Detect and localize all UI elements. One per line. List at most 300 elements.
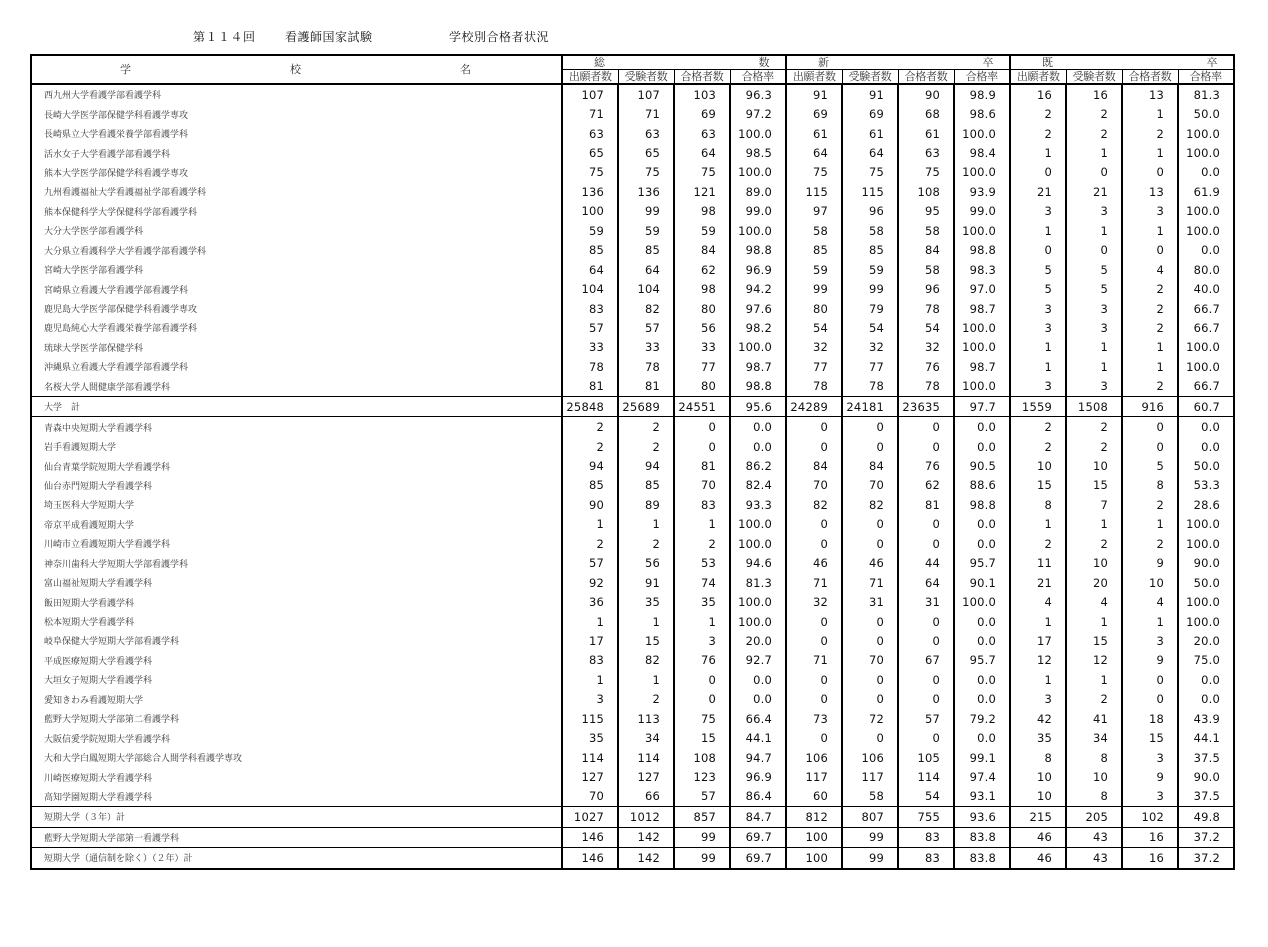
pass-rate-cell: 0.0 <box>1178 241 1234 260</box>
passers-cell: 54 <box>898 318 954 337</box>
examinees-cell: 99 <box>842 848 898 869</box>
table-row <box>31 612 1234 631</box>
passers-cell: 96 <box>898 279 954 298</box>
pass-rate-cell: 83.8 <box>954 848 1010 869</box>
passers-cell: 0 <box>674 690 730 709</box>
passers-cell: 69 <box>674 104 730 123</box>
passers-cell: 80 <box>674 377 730 397</box>
pass-rate-cell: 81.3 <box>730 573 786 592</box>
applicants-cell: 57 <box>562 554 618 573</box>
passers-cell: 9 <box>1122 767 1178 786</box>
examinees-cell: 0 <box>842 515 898 534</box>
examinees-cell: 85 <box>618 241 674 260</box>
examinees-cell: 78 <box>618 357 674 376</box>
examinees-cell: 35 <box>618 592 674 611</box>
examinees-cell: 43 <box>1066 827 1122 847</box>
group-label: 総 <box>594 56 605 69</box>
applicants-cell: 46 <box>786 554 842 573</box>
examinees-cell: 82 <box>842 495 898 514</box>
pass-rate-cell: 100.0 <box>1178 143 1234 162</box>
examinees-cell: 3 <box>1066 377 1122 397</box>
passers-cell: 1 <box>1122 338 1178 357</box>
pass-rate-cell: 0.0 <box>954 612 1010 631</box>
passers-cell: 108 <box>898 182 954 201</box>
pass-rate-cell: 100.0 <box>730 221 786 240</box>
examinees-cell: 79 <box>842 299 898 318</box>
examinees-cell: 1 <box>1066 221 1122 240</box>
passers-cell: 63 <box>898 143 954 162</box>
school-name: 琉球大学医学部保健学科 <box>44 343 144 354</box>
passers-cell: 1 <box>1122 612 1178 631</box>
header-char: 名 <box>460 63 471 76</box>
column-header: 出願者数 <box>562 70 618 85</box>
passers-cell: 121 <box>674 182 730 201</box>
passers-cell: 3 <box>674 631 730 650</box>
applicants-cell: 59 <box>562 221 618 240</box>
applicants-cell: 114 <box>562 748 618 767</box>
pass-rate-cell: 66.7 <box>1178 318 1234 337</box>
table-row <box>31 495 1234 514</box>
applicants-cell: 63 <box>562 124 618 143</box>
pass-rate-cell: 98.9 <box>954 84 1010 104</box>
examinees-cell: 41 <box>1066 709 1122 728</box>
pass-rate-cell: 100.0 <box>1178 221 1234 240</box>
examinees-cell: 15 <box>618 631 674 650</box>
applicants-cell: 46 <box>1010 827 1066 847</box>
passers-cell: 0 <box>898 417 954 437</box>
group-label: 既 <box>1042 56 1053 69</box>
column-header: 受験者数 <box>1066 70 1122 85</box>
school-name: 九州看護福祉大学看護福祉学部看護学科 <box>44 188 207 199</box>
pass-rate-cell: 96.9 <box>730 767 786 786</box>
pass-rate-cell: 97.4 <box>954 767 1010 786</box>
applicants-cell: 3 <box>1010 377 1066 397</box>
examinees-cell: 0 <box>842 670 898 689</box>
examinees-cell: 2 <box>1066 104 1122 123</box>
pass-rate-cell: 84.7 <box>730 807 786 827</box>
applicants-cell: 146 <box>562 827 618 847</box>
applicants-cell: 69 <box>786 104 842 123</box>
applicants-cell: 0 <box>786 728 842 747</box>
pass-rate-cell: 0.0 <box>730 437 786 456</box>
pass-rate-cell: 100.0 <box>1178 357 1234 376</box>
group-header-total <box>562 55 786 70</box>
pass-rate-cell: 83.8 <box>954 827 1010 847</box>
pass-rate-cell: 0.0 <box>1178 417 1234 437</box>
examinees-cell: 94 <box>618 456 674 475</box>
examinees-cell: 1 <box>618 515 674 534</box>
applicants-cell: 0 <box>786 690 842 709</box>
group-label: 卒 <box>982 56 994 69</box>
pass-rate-cell: 94.2 <box>730 279 786 298</box>
passers-cell: 105 <box>898 748 954 767</box>
examinees-cell: 807 <box>842 807 898 827</box>
pass-rate-cell: 97.6 <box>730 299 786 318</box>
pass-rate-cell: 99.0 <box>954 202 1010 221</box>
applicants-cell: 3 <box>1010 202 1066 221</box>
examinees-cell: 59 <box>842 260 898 279</box>
total-row <box>31 807 1234 827</box>
passers-cell: 9 <box>1122 651 1178 670</box>
applicants-cell: 1 <box>1010 338 1066 357</box>
examinees-cell: 2 <box>1066 534 1122 553</box>
examinees-cell: 7 <box>1066 495 1122 514</box>
pass-rate-cell: 89.0 <box>730 182 786 201</box>
examinees-cell: 31 <box>842 592 898 611</box>
applicants-cell: 32 <box>786 592 842 611</box>
applicants-cell: 100 <box>786 827 842 847</box>
applicants-cell: 71 <box>786 651 842 670</box>
passers-cell: 75 <box>898 163 954 182</box>
passers-cell: 81 <box>898 495 954 514</box>
pass-rate-cell: 100.0 <box>1178 592 1234 611</box>
passers-cell: 84 <box>674 241 730 260</box>
passers-cell: 3 <box>1122 748 1178 767</box>
school-name: 大和大学白鳳短期大学部総合人間学科看護学専攻 <box>44 754 243 765</box>
passers-cell: 83 <box>898 848 954 869</box>
examinees-cell: 115 <box>842 182 898 201</box>
examinees-cell: 85 <box>842 241 898 260</box>
pass-rate-cell: 100.0 <box>1178 124 1234 143</box>
passers-cell: 0 <box>1122 690 1178 709</box>
pass-rate-cell: 99.0 <box>730 202 786 221</box>
applicants-cell: 84 <box>786 456 842 475</box>
passers-cell: 57 <box>674 787 730 807</box>
pass-rate-cell: 44.1 <box>1178 728 1234 747</box>
table-row <box>31 143 1234 162</box>
examinees-cell: 32 <box>842 338 898 357</box>
examinees-cell: 142 <box>618 827 674 847</box>
pass-rate-cell: 60.7 <box>1178 397 1234 417</box>
examinees-cell: 63 <box>618 124 674 143</box>
passers-cell: 33 <box>674 338 730 357</box>
pass-rate-cell: 88.6 <box>954 476 1010 495</box>
passers-cell: 77 <box>674 357 730 376</box>
pass-rate-cell: 100.0 <box>1178 338 1234 357</box>
applicants-cell: 85 <box>786 241 842 260</box>
pass-rate-cell: 75.0 <box>1178 651 1234 670</box>
examinees-cell: 33 <box>618 338 674 357</box>
passers-cell: 916 <box>1122 397 1178 417</box>
examinees-cell: 81 <box>618 377 674 397</box>
passers-cell: 13 <box>1122 84 1178 104</box>
passers-cell: 0 <box>898 437 954 456</box>
passers-cell: 0 <box>674 670 730 689</box>
examinees-cell: 0 <box>842 612 898 631</box>
table-body <box>31 84 1234 869</box>
column-header: 合格者数 <box>1122 70 1178 85</box>
pass-rate-cell: 98.2 <box>730 318 786 337</box>
applicants-cell: 1 <box>1010 357 1066 376</box>
examinees-cell: 57 <box>618 318 674 337</box>
school-name: 短期大学（３年）計 <box>31 807 562 827</box>
pass-rate-cell: 99.1 <box>954 748 1010 767</box>
table-row <box>31 534 1234 553</box>
pass-rate-cell: 97.7 <box>954 397 1010 417</box>
pass-rate-cell: 97.0 <box>954 279 1010 298</box>
pass-rate-cell: 93.1 <box>954 787 1010 807</box>
applicants-cell: 0 <box>1010 241 1066 260</box>
pass-rate-cell: 0.0 <box>954 534 1010 553</box>
pass-rate-cell: 98.6 <box>954 104 1010 123</box>
applicants-cell: 4 <box>1010 592 1066 611</box>
passers-cell: 70 <box>674 476 730 495</box>
school-name: 神奈川歯科大学短期大学部看護学科 <box>44 559 189 570</box>
examinees-cell: 0 <box>842 728 898 747</box>
pass-rate-cell: 0.0 <box>954 728 1010 747</box>
passers-cell: 123 <box>674 767 730 786</box>
table-row <box>31 221 1234 240</box>
pass-rate-cell: 100.0 <box>954 377 1010 397</box>
passers-cell: 16 <box>1122 848 1178 869</box>
pass-rate-cell: 100.0 <box>954 124 1010 143</box>
pass-rate-cell: 0.0 <box>1178 437 1234 456</box>
pass-rate-cell: 37.5 <box>1178 787 1234 807</box>
school-name: 藍野大学短期大学部第二看護学科 <box>44 715 180 726</box>
passers-cell: 114 <box>898 767 954 786</box>
passers-cell: 0 <box>898 515 954 534</box>
applicants-cell: 59 <box>786 260 842 279</box>
column-header: 出願者数 <box>786 70 842 85</box>
pass-rate-cell: 20.0 <box>1178 631 1234 650</box>
pass-rate-cell: 100.0 <box>1178 612 1234 631</box>
applicants-cell: 2 <box>562 417 618 437</box>
applicants-cell: 71 <box>562 104 618 123</box>
school-name: 大分大学医学部看護学科 <box>44 227 144 238</box>
table-row <box>31 279 1234 298</box>
passers-cell: 0 <box>1122 163 1178 182</box>
applicants-cell: 8 <box>1010 495 1066 514</box>
table-row <box>31 573 1234 592</box>
applicants-cell: 2 <box>1010 437 1066 456</box>
examinees-cell: 114 <box>618 748 674 767</box>
table-row <box>31 787 1234 807</box>
examinees-cell: 0 <box>842 437 898 456</box>
pass-rate-cell: 66.7 <box>1178 377 1234 397</box>
applicants-cell: 97 <box>786 202 842 221</box>
passers-cell: 76 <box>898 357 954 376</box>
applicants-cell: 0 <box>1010 163 1066 182</box>
pass-rate-cell: 100.0 <box>730 534 786 553</box>
applicants-cell: 100 <box>562 202 618 221</box>
passers-cell: 0 <box>674 437 730 456</box>
passers-cell: 83 <box>898 827 954 847</box>
examinees-cell: 46 <box>842 554 898 573</box>
pass-rate-cell: 0.0 <box>1178 163 1234 182</box>
table-row <box>31 84 1234 104</box>
examinees-cell: 12 <box>1066 651 1122 670</box>
examinees-cell: 1508 <box>1066 397 1122 417</box>
school-name: 仙台青葉学院短期大学看護学科 <box>44 462 171 473</box>
examinees-cell: 1 <box>1066 670 1122 689</box>
passers-cell: 44 <box>898 554 954 573</box>
passers-cell: 1 <box>674 515 730 534</box>
examinees-cell: 10 <box>1066 554 1122 573</box>
applicants-cell: 16 <box>1010 84 1066 104</box>
pass-rate-cell: 100.0 <box>730 124 786 143</box>
applicants-cell: 0 <box>786 417 842 437</box>
examinees-cell: 3 <box>1066 318 1122 337</box>
passers-cell: 0 <box>898 631 954 650</box>
applicants-cell: 1 <box>1010 143 1066 162</box>
examinees-cell: 1 <box>618 612 674 631</box>
exam-name: 看護師国家試験 <box>285 30 373 44</box>
school-name: 宮崎大学医学部看護学科 <box>44 266 144 277</box>
examinees-cell: 20 <box>1066 573 1122 592</box>
examinees-cell: 21 <box>1066 182 1122 201</box>
applicants-cell: 78 <box>562 357 618 376</box>
school-name: 熊本保健科学大学保健科学部看護学科 <box>44 207 198 218</box>
pass-rate-cell: 0.0 <box>1178 670 1234 689</box>
pass-rate-cell: 98.8 <box>730 377 786 397</box>
school-name: 大垣女子短期大学看護学科 <box>44 676 153 687</box>
examinees-cell: 0 <box>842 534 898 553</box>
total-row <box>31 397 1234 417</box>
pass-rate-cell: 98.8 <box>730 241 786 260</box>
table-row <box>31 456 1234 475</box>
pass-rate-cell: 100.0 <box>730 163 786 182</box>
passers-cell: 3 <box>1122 631 1178 650</box>
pass-rate-cell: 81.3 <box>1178 84 1234 104</box>
passers-cell: 75 <box>674 163 730 182</box>
table-row <box>31 690 1234 709</box>
passers-cell: 63 <box>674 124 730 143</box>
pass-rate-cell: 100.0 <box>954 318 1010 337</box>
applicants-cell: 100 <box>786 848 842 869</box>
pass-rate-cell: 98.8 <box>954 495 1010 514</box>
table-row <box>31 651 1234 670</box>
examinees-cell: 34 <box>618 728 674 747</box>
passers-cell: 2 <box>1122 318 1178 337</box>
applicants-cell: 90 <box>562 495 618 514</box>
passers-cell: 8 <box>1122 476 1178 495</box>
examinees-cell: 85 <box>618 476 674 495</box>
passers-cell: 857 <box>674 807 730 827</box>
passers-cell: 99 <box>674 827 730 847</box>
examinees-cell: 117 <box>842 767 898 786</box>
passers-cell: 31 <box>898 592 954 611</box>
pass-rate-cell: 66.7 <box>1178 299 1234 318</box>
applicants-cell: 3 <box>1010 690 1066 709</box>
examinees-cell: 91 <box>618 573 674 592</box>
passers-cell: 0 <box>898 690 954 709</box>
applicants-cell: 1 <box>1010 221 1066 240</box>
examinees-cell: 71 <box>618 104 674 123</box>
pass-rate-cell: 82.4 <box>730 476 786 495</box>
examinees-cell: 78 <box>842 377 898 397</box>
applicants-cell: 80 <box>786 299 842 318</box>
applicants-cell: 1 <box>1010 612 1066 631</box>
table-row <box>31 670 1234 689</box>
exam-round: 第１１４回 <box>193 30 256 44</box>
applicants-cell: 10 <box>1010 767 1066 786</box>
applicants-cell: 35 <box>562 728 618 747</box>
applicants-cell: 21 <box>1010 182 1066 201</box>
table-row <box>31 182 1234 201</box>
passers-cell: 0 <box>898 670 954 689</box>
applicants-cell: 0 <box>786 515 842 534</box>
school-name: 岩手看護短期大学 <box>44 443 117 454</box>
applicants-cell: 75 <box>786 163 842 182</box>
examinees-cell: 5 <box>1066 260 1122 279</box>
examinees-cell: 1 <box>1066 515 1122 534</box>
examinees-cell: 70 <box>842 476 898 495</box>
applicants-cell: 3 <box>1010 299 1066 318</box>
school-name: 長崎大学医学部保健学科看護学専攻 <box>44 110 189 121</box>
applicants-cell: 0 <box>786 437 842 456</box>
applicants-cell: 42 <box>1010 709 1066 728</box>
passers-cell: 102 <box>1122 807 1178 827</box>
passers-cell: 98 <box>674 202 730 221</box>
applicants-cell: 46 <box>1010 848 1066 869</box>
pass-rate-cell: 86.2 <box>730 456 786 475</box>
total-row <box>31 848 1234 869</box>
applicants-cell: 3 <box>562 690 618 709</box>
passers-cell: 3 <box>1122 202 1178 221</box>
pass-rate-cell: 49.8 <box>1178 807 1234 827</box>
passers-cell: 74 <box>674 573 730 592</box>
examinees-cell: 0 <box>1066 241 1122 260</box>
examinees-cell: 15 <box>1066 631 1122 650</box>
passers-cell: 0 <box>898 534 954 553</box>
pass-rate-cell: 90.1 <box>954 573 1010 592</box>
examinees-cell: 16 <box>1066 84 1122 104</box>
pass-rate-cell: 69.7 <box>730 827 786 847</box>
passers-cell: 2 <box>1122 495 1178 514</box>
passers-cell: 0 <box>674 417 730 437</box>
applicants-cell: 106 <box>786 748 842 767</box>
pass-rate-cell: 98.3 <box>954 260 1010 279</box>
pass-rate-cell: 79.2 <box>954 709 1010 728</box>
header-char: 学 <box>120 63 131 76</box>
school-name: 愛知きわみ看護短期大学 <box>44 695 144 706</box>
applicants-cell: 2 <box>562 534 618 553</box>
examinees-cell: 2 <box>618 534 674 553</box>
pass-rate-cell: 90.5 <box>954 456 1010 475</box>
table-row <box>31 709 1234 728</box>
applicants-cell: 5 <box>1010 279 1066 298</box>
pass-rate-cell: 100.0 <box>730 515 786 534</box>
table-row <box>31 767 1234 786</box>
pass-rate-cell: 94.7 <box>730 748 786 767</box>
applicants-cell: 99 <box>786 279 842 298</box>
pass-rate-cell: 50.0 <box>1178 573 1234 592</box>
pass-rate-cell: 40.0 <box>1178 279 1234 298</box>
applicants-cell: 71 <box>786 573 842 592</box>
applicants-cell: 127 <box>562 767 618 786</box>
table-row <box>31 260 1234 279</box>
pass-rate-cell: 100.0 <box>954 163 1010 182</box>
school-name: 藍野大学短期大学部第一看護学科 <box>31 827 562 847</box>
passers-cell: 64 <box>898 573 954 592</box>
results-table <box>30 54 1235 870</box>
examinees-cell: 56 <box>618 554 674 573</box>
school-name: 宮崎県立看護大学看護学部看護学科 <box>44 285 189 296</box>
pass-rate-cell: 66.4 <box>730 709 786 728</box>
applicants-cell: 1 <box>1010 515 1066 534</box>
passers-cell: 83 <box>674 495 730 514</box>
passers-cell: 10 <box>1122 573 1178 592</box>
header-char: 校 <box>290 63 301 76</box>
examinees-cell: 70 <box>842 651 898 670</box>
pass-rate-cell: 98.7 <box>954 357 1010 376</box>
pass-rate-cell: 100.0 <box>954 338 1010 357</box>
examinees-cell: 1 <box>1066 612 1122 631</box>
examinees-cell: 2 <box>1066 690 1122 709</box>
applicants-cell: 77 <box>786 357 842 376</box>
passers-cell: 84 <box>898 241 954 260</box>
school-name: 埼玉医科大学短期大学 <box>44 501 135 512</box>
